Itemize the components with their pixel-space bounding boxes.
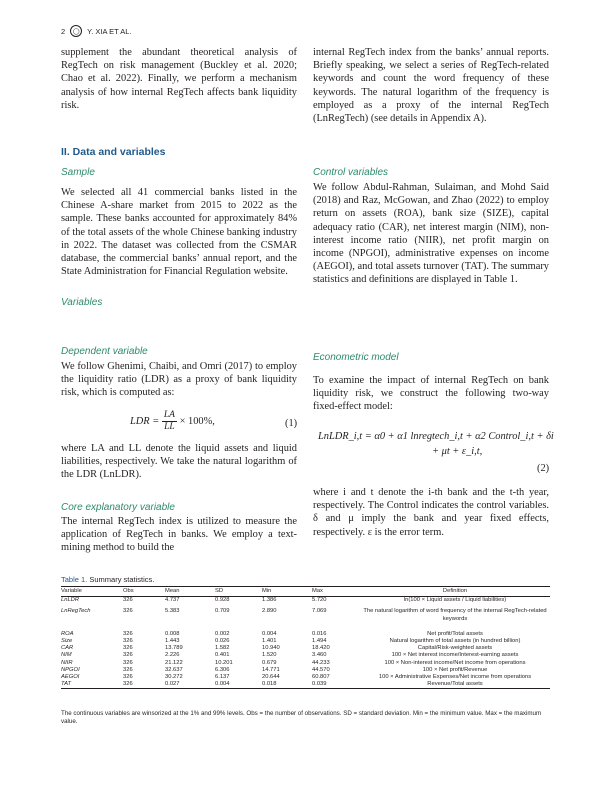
table-cell: 100 × Net profit/Revenue bbox=[422, 666, 488, 673]
table-row bbox=[61, 652, 550, 659]
table-cell: LnLDR bbox=[61, 597, 80, 604]
table-header-cell: Max bbox=[312, 587, 360, 597]
table-cell: 6.306 bbox=[215, 666, 230, 673]
table-cell: 0.018 bbox=[262, 681, 312, 689]
table-row bbox=[61, 608, 550, 630]
table-cell: 1.443 bbox=[165, 638, 180, 645]
table-cell: ROA bbox=[61, 630, 74, 637]
table-row bbox=[61, 674, 550, 681]
table-cell: 60.807 bbox=[312, 674, 330, 681]
sample-heading: Sample bbox=[61, 167, 95, 178]
summary-statistics-table bbox=[61, 586, 550, 689]
table-cell: 0.004 bbox=[262, 630, 277, 637]
table-cell: Revenue/Total assets bbox=[360, 681, 550, 689]
equation-2-line-2: + μt + ε_i,t, bbox=[432, 446, 483, 457]
eq1-fraction bbox=[162, 410, 177, 433]
table-cell: Natural logarithm of total assets (in hundred billion) bbox=[389, 638, 521, 645]
table-cell: 3.460 bbox=[312, 652, 327, 659]
table-cell: 4.737 bbox=[165, 597, 180, 604]
table-header-cell: Variable bbox=[61, 587, 123, 597]
table-cell: 1.494 bbox=[312, 638, 327, 645]
table-cell: 7.069 bbox=[312, 608, 327, 615]
control-variables-heading: Control variables bbox=[313, 167, 389, 178]
variables-heading: Variables bbox=[61, 297, 103, 308]
table-cell: 0.002 bbox=[215, 630, 230, 637]
table-cell: NPGOI bbox=[61, 666, 80, 673]
sample-paragraph: We selected all 41 commercial banks listed in the Chinese A-share market from 2015 to 2022 as the sample. These banks accounted for approximately 84% of the total assets of the whole Chinese banking industry in 2022. The dataset was collected from the CSMAR database, the commercial banks’ annual report, and the State Administration for Financial Regulation website. bbox=[61, 187, 297, 278]
table-cell: 44.233 bbox=[312, 659, 330, 666]
table-cell: 20.644 bbox=[262, 674, 280, 681]
table-cell: 6.137 bbox=[215, 674, 230, 681]
econometric-model-paragraph: To examine the impact of internal RegTech on bank liquidity risk, we construct the following two-way fixed-effect model: bbox=[313, 375, 549, 413]
table-cell: 0.016 bbox=[312, 630, 327, 637]
table-cell: NIM bbox=[61, 652, 72, 659]
table-header-cell: Min bbox=[262, 587, 312, 597]
table-header-cell: Obs bbox=[123, 587, 165, 597]
table-cell: AEGOI bbox=[61, 674, 80, 681]
table-cell: 326 bbox=[123, 666, 133, 673]
table-cell: 0.039 bbox=[312, 681, 360, 689]
table-cell: 0.004 bbox=[215, 681, 262, 689]
table-caption-label: Table 1. bbox=[61, 575, 88, 584]
table-cell: 326 bbox=[123, 659, 133, 666]
eq1-denominator: LL bbox=[164, 422, 175, 432]
table-row bbox=[61, 631, 550, 638]
table-cell: 0.928 bbox=[215, 597, 230, 604]
table-header-row bbox=[61, 587, 550, 597]
table-row bbox=[61, 638, 550, 645]
table-cell: ln(100 × Liquid assets / Liquid liabilities) bbox=[403, 597, 507, 604]
table-cell: 1.582 bbox=[215, 645, 230, 652]
table-cell: 326 bbox=[123, 674, 133, 681]
table-cell: 14.771 bbox=[262, 666, 280, 673]
running-head: Y. XIA ET AL. bbox=[87, 26, 132, 36]
publisher-logo-icon: ◯ bbox=[70, 25, 82, 37]
eq2-explanation-paragraph: where i and t denote the i-th bank and the t-th year, respectively. The Control indicates the control variables. δ and μ imply the bank and year fixed effects, respectively. ε is the error term. bbox=[313, 487, 549, 538]
equation-2-line-1: LnLDR_i,t = α0 + α1 lnregtech_i,t + α2 Control_i,t + δi bbox=[318, 431, 554, 442]
table-cell: 2.226 bbox=[165, 652, 180, 659]
table-cell: Net profit/Total assets bbox=[427, 630, 483, 637]
table-cell: 0.008 bbox=[165, 630, 180, 637]
table-cell: The natural logarithm of word frequency of the internal RegTech-related keywords bbox=[363, 608, 547, 622]
dependent-variable-paragraph: We follow Ghenimi, Chaibi, and Omri (2017) to employ the liquidity ratio (LDR) as a proxy of bank liquidity risk, which is computed as: bbox=[61, 361, 297, 399]
eq1-rhs: × 100%, bbox=[179, 415, 215, 427]
section-title: II. Data and variables bbox=[61, 146, 166, 158]
table-cell: 100 × Net interest income/Interest-earning assets bbox=[391, 652, 519, 659]
table-cell: 326 bbox=[123, 652, 133, 659]
equation-2-number: (2) bbox=[537, 463, 550, 474]
eq1-lhs: LDR = bbox=[130, 415, 160, 427]
table-cell: Capital/Risk-weighted assets bbox=[417, 645, 493, 652]
table-note: The continuous variables are winsorized at the 1% and 99% levels. Obs = the number of observations. SD = standard deviation. Min = the minimum value. Max = the maximum value. bbox=[61, 710, 542, 725]
eq1-numerator: LA bbox=[163, 410, 175, 420]
table-row bbox=[61, 660, 550, 667]
table-header-cell: Mean bbox=[165, 587, 215, 597]
table-cell: 30.272 bbox=[165, 674, 183, 681]
dependent-variable-heading: Dependent variable bbox=[61, 346, 148, 357]
table-cell: 10.940 bbox=[262, 645, 280, 652]
table-caption bbox=[61, 575, 154, 584]
table-cell: 1.520 bbox=[262, 652, 277, 659]
table-cell: 100 × Non-interest income/Net income from operations bbox=[384, 659, 526, 666]
table-cell: 32.637 bbox=[165, 666, 183, 673]
table-cell: 326 bbox=[123, 597, 133, 604]
econometric-model-heading: Econometric model bbox=[313, 352, 399, 363]
table-cell: 1.401 bbox=[262, 638, 277, 645]
table-cell: 100 × Administrative Expenses/Net income from operations bbox=[378, 674, 532, 681]
equation-1 bbox=[130, 410, 215, 433]
table-cell: NIIR bbox=[61, 659, 73, 666]
table-cell: 10.201 bbox=[215, 659, 233, 666]
table-cell: 18.420 bbox=[312, 645, 330, 652]
table-row bbox=[61, 645, 550, 652]
table-cell: 326 bbox=[123, 681, 165, 689]
table-cell: 326 bbox=[123, 608, 133, 615]
left-intro-paragraph: supplement the abundant theoretical analysis of RegTech on risk management (Buckley et al. 2020; Chao et al. 2022). Finally, we perform a mechanism analysis of how internal RegTech affects bank liquidity risk. bbox=[61, 47, 297, 111]
table-cell: 0.026 bbox=[215, 638, 230, 645]
page-number: 2 bbox=[61, 26, 66, 36]
table-cell: Size bbox=[61, 638, 73, 645]
table-cell: TAT bbox=[61, 681, 123, 689]
table-caption-text: Summary statistics. bbox=[89, 575, 155, 584]
table-cell: 326 bbox=[123, 630, 133, 637]
table-row bbox=[61, 597, 550, 609]
table-cell: 0.679 bbox=[262, 659, 277, 666]
table-header-cell: SD bbox=[215, 587, 262, 597]
running-header bbox=[61, 25, 132, 37]
table-cell: 2.890 bbox=[262, 608, 277, 615]
table-cell: 0.027 bbox=[165, 681, 215, 689]
table-row bbox=[61, 681, 550, 689]
table-cell: 44.570 bbox=[312, 666, 330, 673]
core-explanatory-paragraph: The internal RegTech index is utilized to measure the application of RegTech in banks. We employ a text-mining method to build the bbox=[61, 516, 297, 554]
table-cell: 0.709 bbox=[215, 608, 230, 615]
table-cell: 5.720 bbox=[312, 597, 327, 604]
equation-1-number: (1) bbox=[285, 418, 298, 429]
table-row bbox=[61, 667, 550, 674]
table-cell: 1.386 bbox=[262, 597, 277, 604]
table-cell: LnRegTech bbox=[61, 608, 91, 615]
right-intro-paragraph: internal RegTech index from the banks’ annual reports. Briefly speaking, we select a series of RegTech-related keywords and count the word frequency of these keywords. The natural logarithm of the frequency is employed as a proxy of the internal RegTech (LnRegTech) (see details in Appendix A). bbox=[313, 47, 549, 125]
table-cell: 13.789 bbox=[165, 645, 183, 652]
table-cell: 0.401 bbox=[215, 652, 230, 659]
table-cell: CAR bbox=[61, 645, 74, 652]
control-variables-paragraph: We follow Abdul-Rahman, Sulaiman, and Mohd Said (2018) and Raz, McGowan, and Zhao (2022) to employ return on assets (ROA), bank size (SIZE), capital adequacy ratio (CAR), net interest margin (NIM), non-interest income ratio (NIIR), net profit margin on income (NPGOI), administrative expenses on income (AEGOI), and total assets turnover (TAT). The summary statistics and definitions are displayed in Table 1. bbox=[313, 182, 549, 286]
table-cell: 5.383 bbox=[165, 608, 180, 615]
table-cell: 21.122 bbox=[165, 659, 183, 666]
eq1-explanation-paragraph: where LA and LL denote the liquid assets and liquid liabilities, respectively. We take the natural logarithm of the LDR (LnLDR). bbox=[61, 443, 297, 481]
table-cell: 326 bbox=[123, 645, 133, 652]
core-explanatory-heading: Core explanatory variable bbox=[61, 502, 175, 513]
table-cell: 326 bbox=[123, 638, 133, 645]
table-header-cell: Definition bbox=[360, 587, 550, 597]
